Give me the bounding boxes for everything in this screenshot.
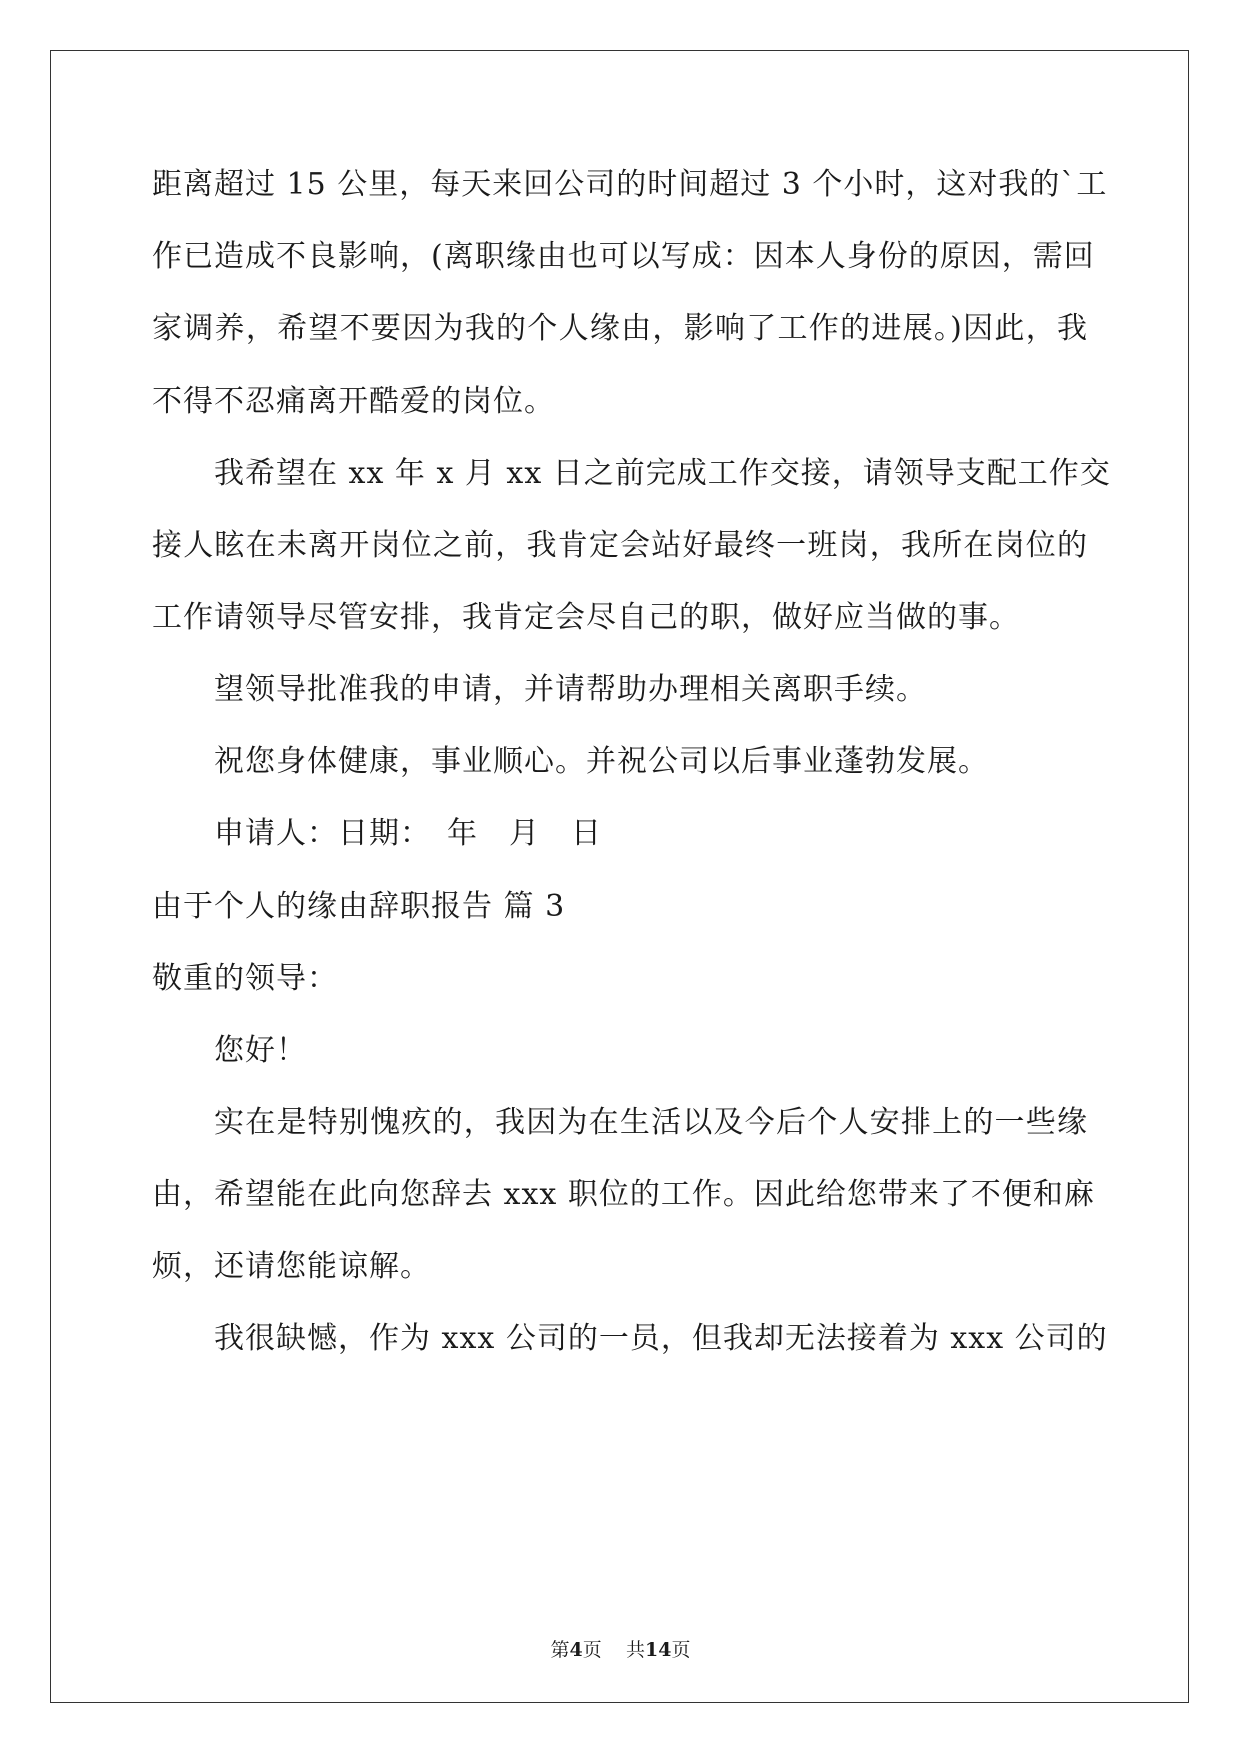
- text-line: 不得不忍痛离开酷爱的岗位。: [152, 384, 555, 419]
- greeting: 您好！: [214, 1033, 307, 1068]
- total-page-count: 14: [644, 1639, 672, 1661]
- text-line: 距离超过 15 公里，每天来回公司的时间超过 3 个小时，这对我的`工: [152, 167, 1108, 202]
- text-line: 由，希望能在此向您辞去 xxx 职位的工作。因此给您带来了不便和麻: [152, 1177, 1095, 1212]
- text-line: 实在是特别愧疚的，我因为在生活以及今后个人安排上的一些缘: [214, 1105, 1088, 1140]
- footer-total-prefix: 共: [625, 1639, 645, 1661]
- page-border: [50, 50, 1189, 1703]
- text-line: 我很缺憾，作为 xxx 公司的一员，但我却无法接着为 xxx 公司的: [214, 1321, 1108, 1356]
- text-line: 作已造成不良影响，(离职缘由也可以写成：因本人身份的原因，需回: [152, 239, 1095, 274]
- footer-page-unit: 页: [582, 1639, 602, 1661]
- text-line: 望领导批准我的申请，并请帮助办理相关离职手续。: [214, 672, 927, 707]
- salutation: 敬重的领导：: [152, 961, 338, 996]
- current-page-number: 4: [569, 1639, 583, 1661]
- page-footer: [0, 1635, 1241, 1662]
- text-line: 工作请领导尽管安排，我肯定会尽自己的职，做好应当做的事。: [152, 600, 1020, 635]
- footer-total-unit: 页: [671, 1639, 691, 1661]
- text-line: 接人眩在未离开岗位之前，我肯定会站好最终一班岗，我所在岗位的: [152, 528, 1088, 563]
- section-heading: 由于个人的缘由辞职报告 篇 3: [152, 889, 566, 924]
- text-line: 家调养，希望不要因为我的个人缘由，影响了工作的进展。)因此，我: [152, 311, 1088, 346]
- footer-prefix: 第: [550, 1639, 570, 1661]
- text-line: 烦，还请您能谅解。: [152, 1249, 431, 1284]
- text-line: 祝您身体健康，事业顺心。并祝公司以后事业蓬勃发展。: [214, 744, 989, 779]
- text-line: 我希望在 xx 年 x 月 xx 日之前完成工作交接，请领导支配工作交: [214, 456, 1111, 491]
- signature-line: 申请人：日期： 年 月 日: [214, 816, 602, 851]
